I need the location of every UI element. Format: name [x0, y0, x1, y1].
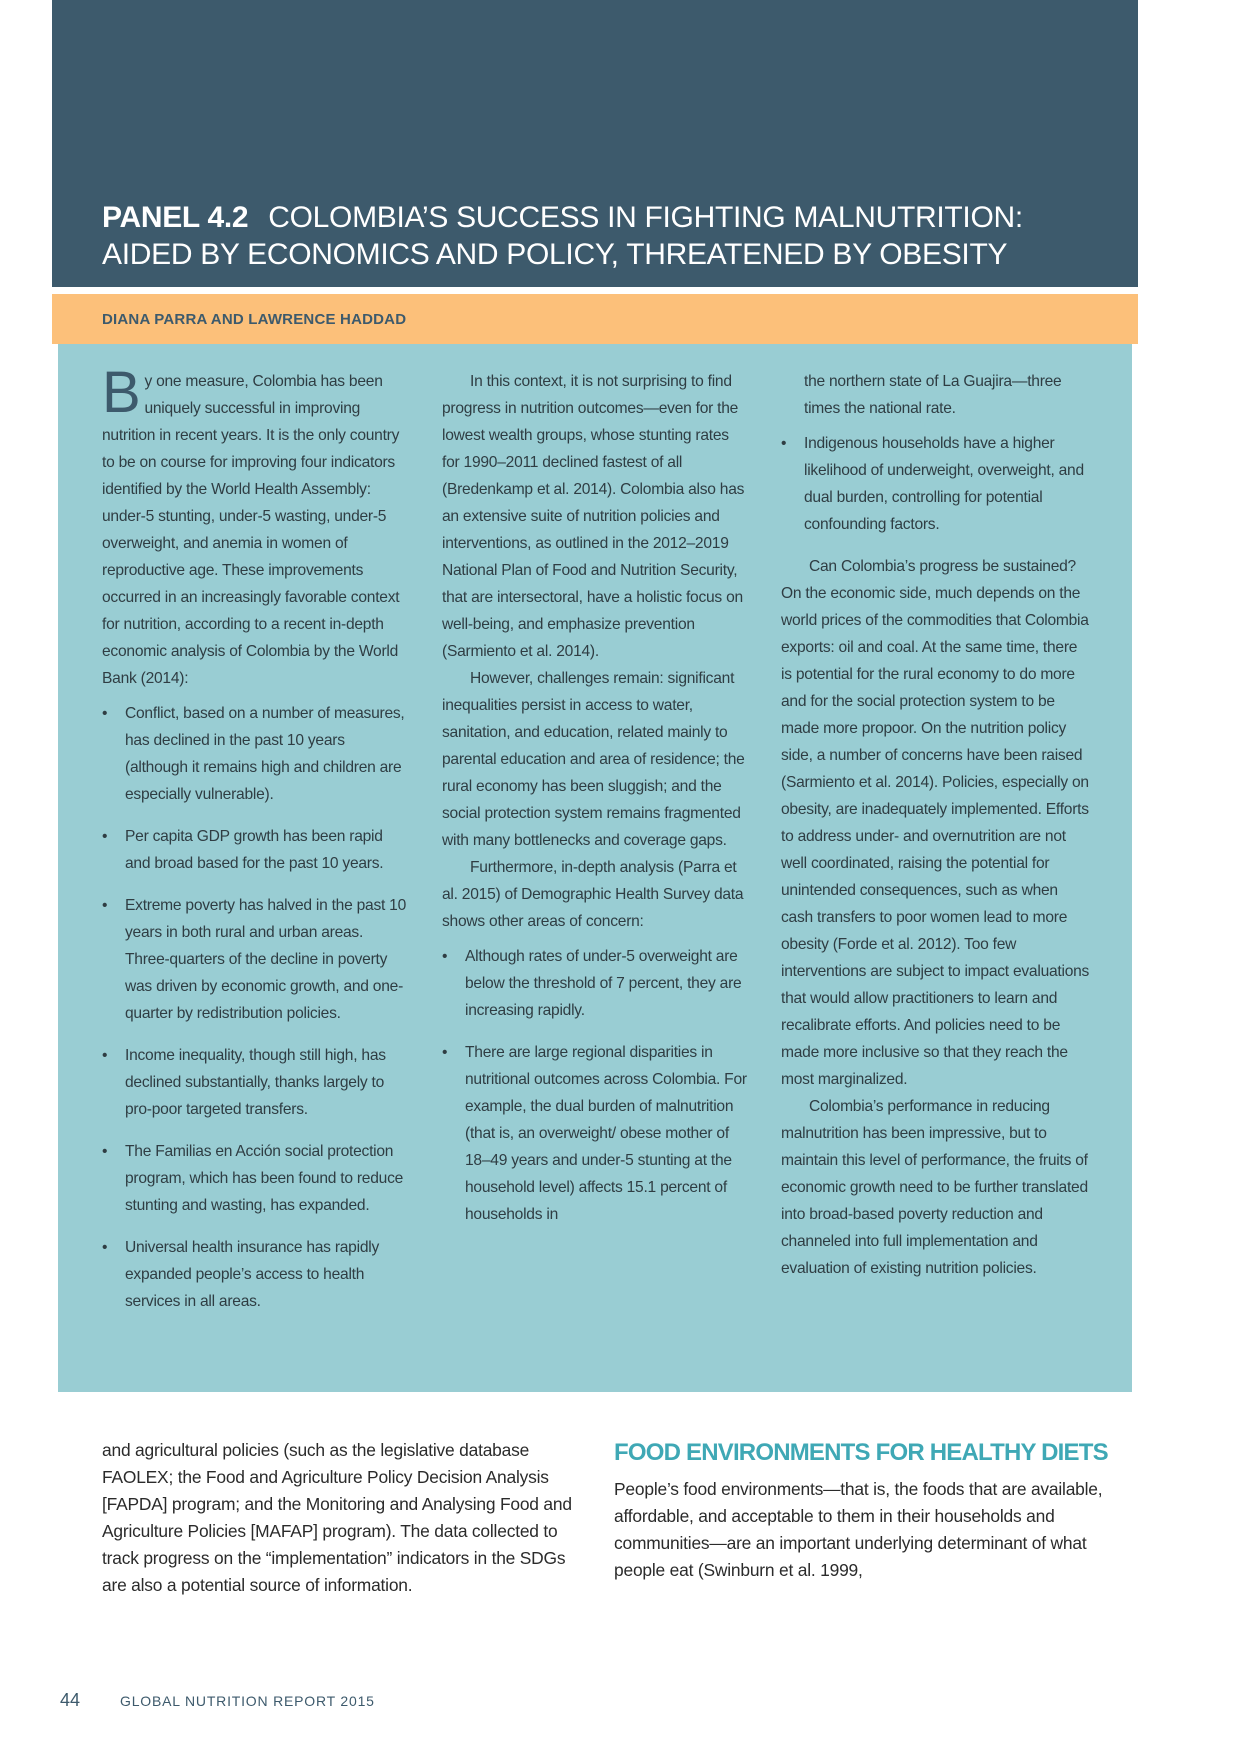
author-band	[52, 294, 1138, 344]
intro-paragraph	[102, 360, 408, 692]
body-right-column	[614, 1438, 1114, 1584]
page-number: 44	[60, 1690, 81, 1710]
page-footer	[60, 1690, 375, 1711]
section-heading: FOOD ENVIRONMENTS FOR HEALTHY DIETS	[614, 1439, 1108, 1466]
col2-paragraph-3: Furthermore, in-depth analysis (Parra et al. 2015) of Demographic Health Survey data shows other areas of concern:	[442, 859, 744, 930]
list-item: • Per capita GDP growth has been rapid and broad based for the past 10 years.	[102, 828, 384, 872]
panel-column-2	[442, 368, 748, 1243]
col3-paragraph-2: Colombia’s performance in reducing malnutrition has been impressive, but to maintain this level of performance, the fruits of economic growth need to be further translated into broad-based poverty reduction and channeled into full implementation and evaluation of existing nutrition policies.	[781, 1098, 1088, 1277]
panel-authors: DIANA PARRA AND LAWRENCE HADDAD	[102, 311, 407, 328]
panel-label: PANEL 4.2	[102, 201, 249, 234]
col2-paragraph-2: However, challenges remain: significant inequalities persist in access to water, sanitation, and education, related mainly to parental education and area of residence; the rural economy has been sluggish; and the social protection system remains fragmented with many bottlenecks and coverage gaps.	[442, 670, 745, 849]
body-paragraph: People’s food environments—that is, the foods that are available, affordable, and acceptable to them in their households and communities—are an important underlying determinant of what people eat (Swinburn et al. 1999,	[614, 1479, 1103, 1580]
list-item: • The Familias en Acción social protection program, which has been found to reduce stunting and wasting, has expanded.	[102, 1143, 404, 1214]
list-item: • Indigenous households have a higher likelihood of underweight, overweight, and dual burden, controlling for potential confounding factors.	[781, 435, 1084, 533]
list-item: • Universal health insurance has rapidly expanded people’s access to health services in all areas.	[102, 1239, 380, 1310]
list-item: • There are large regional disparities in nutritional outcomes across Colombia. For example, the dual burden of malnutrition (that is, an overweight/ obese mother of 18–49 years and under-5 stunting at the household level) affects 15.1 percent of households in	[442, 1044, 747, 1223]
panel-column-3	[781, 368, 1091, 1282]
col3-continuation: the northern state of La Guajira—three times the national rate.	[804, 373, 1062, 417]
list-item: • Income inequality, though still high, has declined substantially, thanks largely to pro-poor targeted transfers.	[102, 1047, 386, 1118]
report-title: GLOBAL NUTRITION REPORT 2015	[120, 1693, 375, 1709]
panel-title-line1: COLOMBIA’S SUCCESS IN FIGHTING MALNUTRITION:	[268, 201, 1023, 234]
panel-title	[102, 199, 1122, 273]
col2-bullet-list	[442, 943, 748, 1228]
col2-paragraph-1: In this context, it is not surprising to find progress in nutrition outcomes—even for the lowest wealth groups, whose stunting rates for 1990–2011 declined fastest of all (Bredenkamp et al. 2014). Colombia also has an extensive suite of nutrition policies and interventions, as outlined in the 2012–2019 National Plan of Food and Nutrition Security, that are intersectoral, have a holistic focus on well-being, and emphasize prevention (Sarmiento et al. 2014).	[442, 373, 745, 660]
body-paragraph: and agricultural policies (such as the legislative database FAOLEX; the Food and Agriculture Policy Decision Analysis [FAPDA] program; and the Monitoring and Analysing Food and Agriculture Policies [MAFAP] program). The data collected to track progress on the “implementation” indicators in the SDGs are also a potential source of information.	[102, 1440, 572, 1595]
intro-text: y one measure, Colombia has been uniquely successful in improving nutrition in recent years. It is the only country to be on course for improving four indicators identified by the World Health Assembly: under-5 stunting, under-5 wasting, under-5 overweight, and anemia in women of reproductive age. These improvements occurred in an increasingly favorable context for nutrition, according to a recent in-depth economic analysis of Colombia by the World Bank (2014):	[102, 373, 400, 687]
dropcap: B	[102, 360, 141, 425]
list-item: • Although rates of under-5 overweight are below the threshold of 7 percent, they are increasing rapidly.	[442, 948, 742, 1019]
col3-bullet-list	[781, 430, 1091, 538]
list-item: • Extreme poverty has halved in the past 10 years in both rural and urban areas. Three-quarters of the decline in poverty was driven by economic growth, and one-quarter by redistribution policies.	[102, 897, 406, 1022]
col3-paragraph-1: Can Colombia’s progress be sustained? On the economic side, much depends on the world prices of the commodities that Colombia exports: oil and coal. At the same time, there is potential for the rural economy to do more and for the social protection system to be made more propoor. On the nutrition policy side, a number of concerns have been raised (Sarmiento et al. 2014). Policies, especially on obesity, are inadequately implemented. Efforts to address under- and overnutrition are not well coordinated, raising the potential for unintended consequences, such as when cash transfers to poor women lead to more obesity (Forde et al. 2012). Too few interventions are subject to impact evaluations that would allow practitioners to learn and recalibrate efforts. And policies need to be made more inclusive so that they reach the most marginalized.	[781, 558, 1090, 1088]
list-item: • Conflict, based on a number of measures, has declined in the past 10 years (although it remains high and children are especially vulnerable).	[102, 705, 405, 803]
panel-title-line2: AIDED BY ECONOMICS AND POLICY, THREATENED BY OBESITY	[102, 238, 1008, 271]
body-left-column	[102, 1437, 582, 1599]
col1-bullet-list	[102, 700, 408, 1315]
panel-column-1	[102, 360, 408, 1330]
